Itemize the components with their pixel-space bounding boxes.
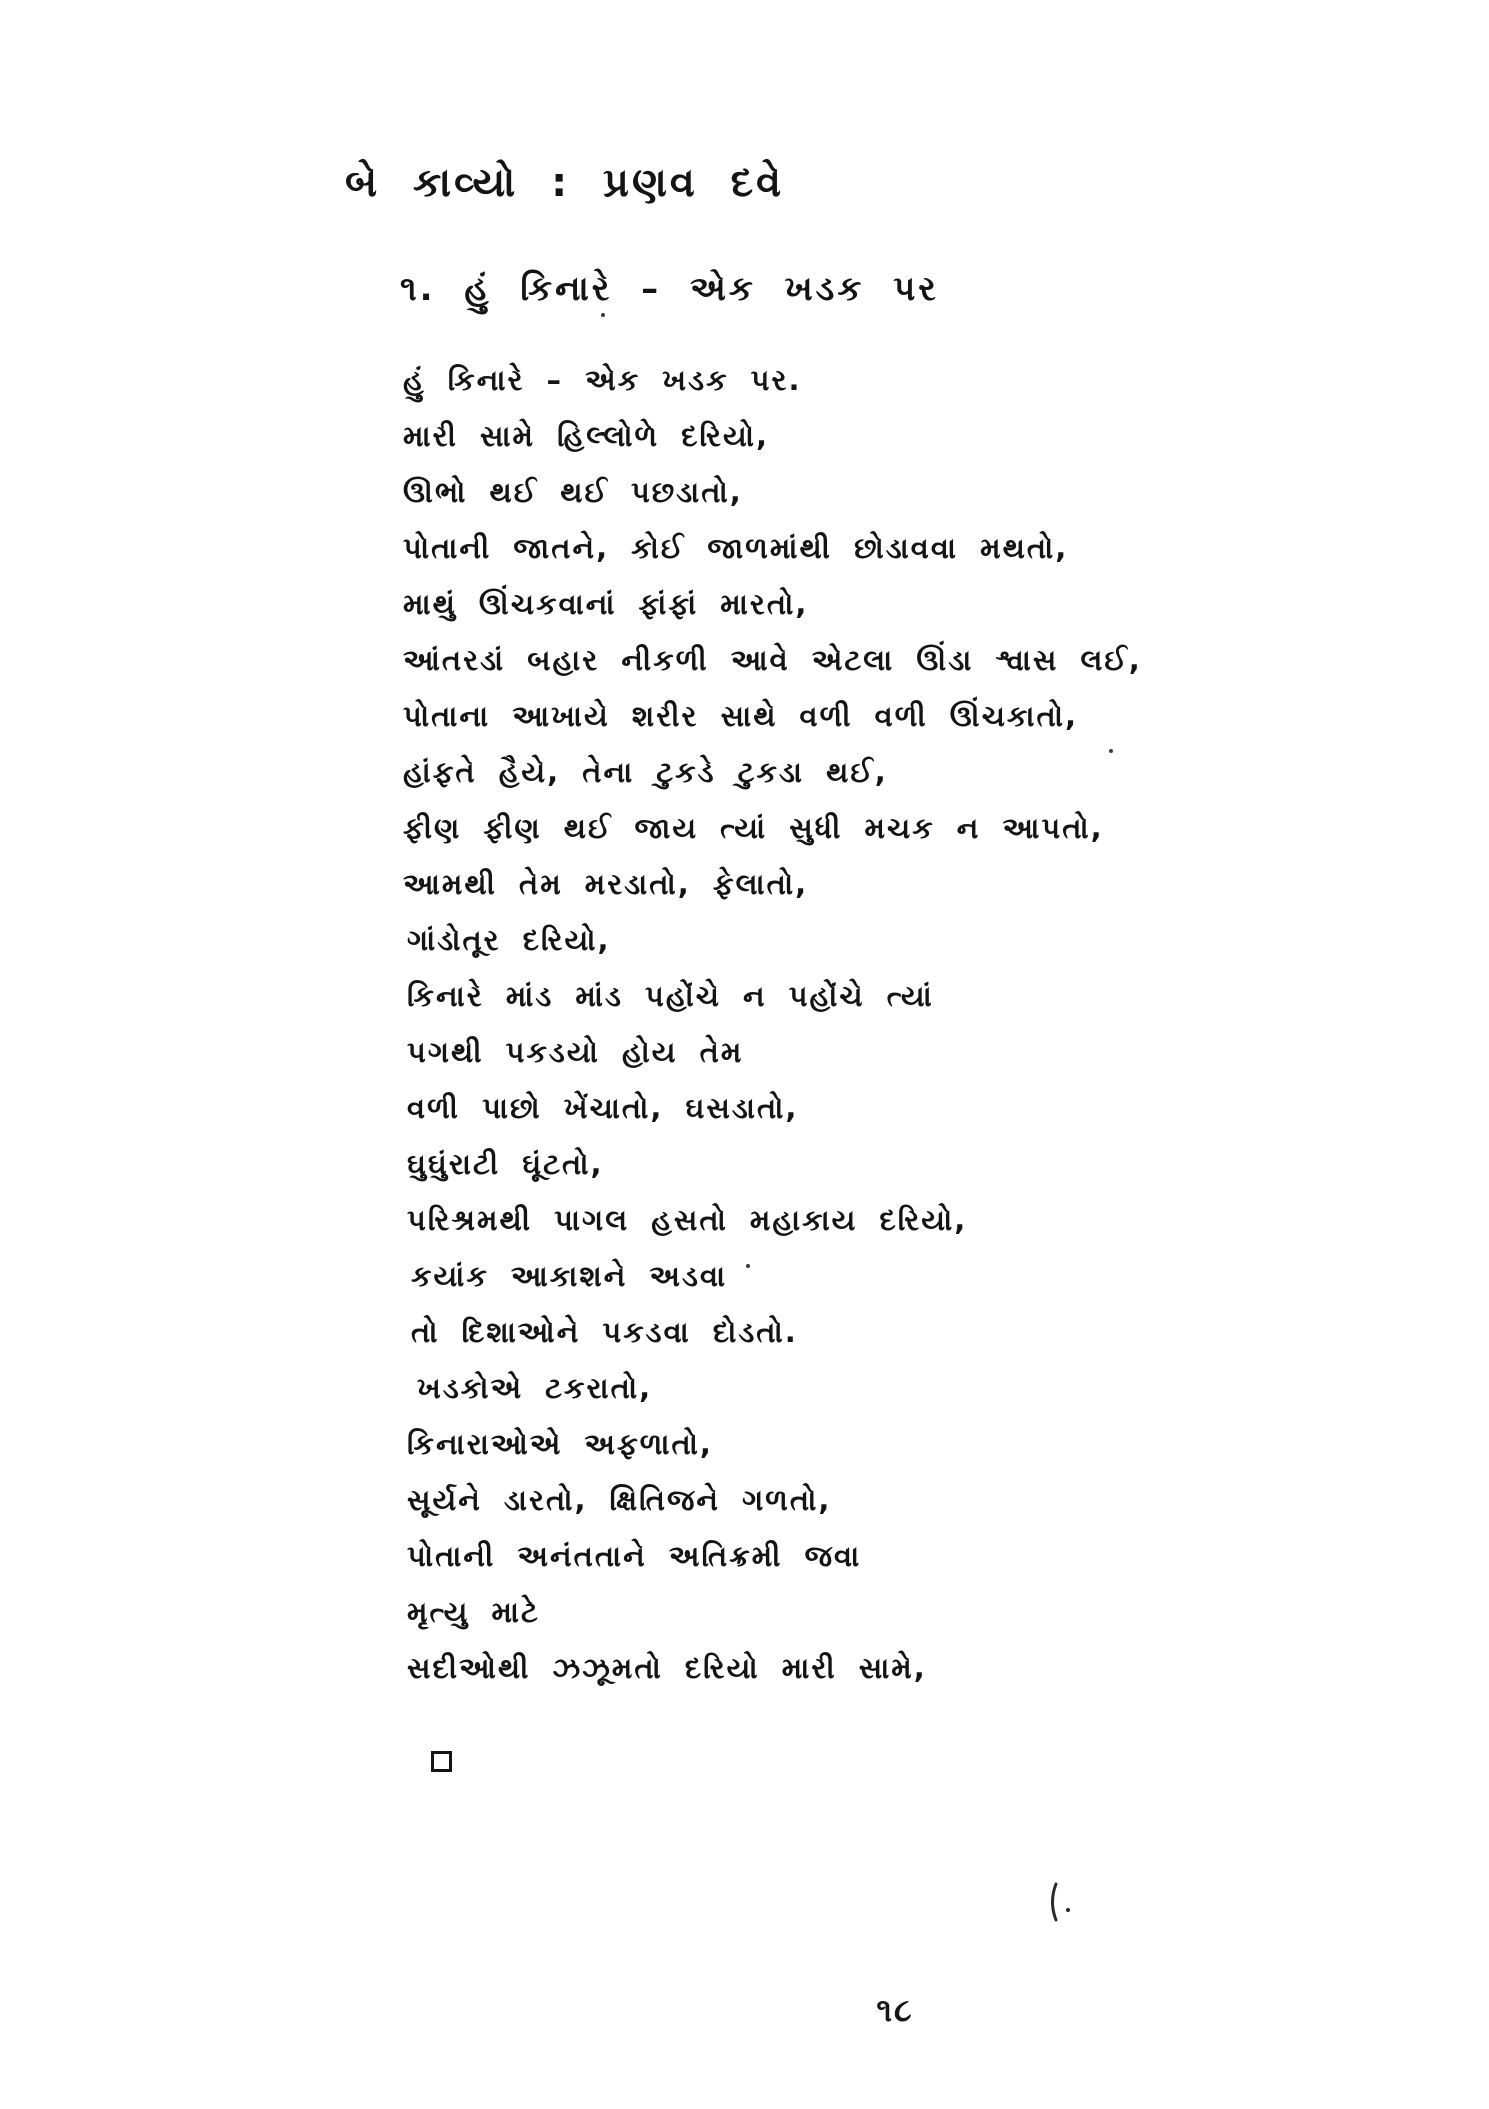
poem-line: ફીણ ફીણ થઈ જાય ત્યાં સુધી મચક ન આપતો, xyxy=(403,811,1104,845)
poem-heading: ૧. હું કિનારે – એક ખડક પર xyxy=(400,269,939,309)
poem-line: ઊભો થઈ થઈ પછડાતો, xyxy=(403,475,743,509)
poem-line: સદીઓથી ઝઝૂમતો દરિયો મારી સામે, xyxy=(407,1651,927,1685)
poem-line: હાંફતે હૈયે, તેના ટુકડે ટુકડા થઈ, xyxy=(403,755,888,789)
poem-line: માથું ઊંચકવાનાં ફાંફાં મારતો, xyxy=(403,587,809,621)
poem-line: મારી સામે હિલ્લોળે દરિયો, xyxy=(403,419,770,453)
page-title: બે કાવ્યો : પ્રણવ દવે xyxy=(345,160,785,206)
poem-line: પોતાની જાતને, કોઈ જાળમાંથી છોડાવવા મથતો, xyxy=(403,531,1069,565)
poem-line: પગથી પકડયો હોય તેમ xyxy=(407,1035,744,1069)
poem-body xyxy=(403,352,1403,1696)
scan-speck xyxy=(1109,749,1113,753)
poem-line: સૂર્યને ડારતો, ક્ષિતિજને ગળતો, xyxy=(407,1483,832,1517)
poem-line: ઘુઘુંરાટી ઘૂંટતો, xyxy=(407,1147,604,1181)
poem-line: આંતરડાં બહાર નીકળી આવે એટલા ઊંડા શ્વાસ લઈ, xyxy=(403,643,1142,677)
poem-line: કયાંક આકાશને અડવા xyxy=(411,1259,728,1293)
end-of-poem-square xyxy=(431,1751,452,1772)
poem-line: પોતાની અનંતતાને અતિક્રમી જવા xyxy=(407,1539,862,1573)
poem-line: પરિશ્રમથી પાગલ હસતો મહાકાય દરિયો, xyxy=(407,1203,968,1237)
poem-line: ખડકોએ ટકરાતો, xyxy=(417,1371,653,1405)
poem-line: મૃત્યુ માટે xyxy=(407,1595,540,1629)
poem-line: વળી પાછો ખેંચાતો, ઘસડાતો, xyxy=(407,1091,799,1125)
scan-speck xyxy=(746,1264,750,1268)
page-number: ૧૮ xyxy=(876,1991,914,2029)
scan-speck xyxy=(601,313,605,317)
poem-line: તો દિશાઓને પકડવા દોડતો. xyxy=(411,1315,798,1349)
poem-line: કિનારાઓએ અફળાતો, xyxy=(407,1427,713,1461)
poem-line: પોતાના આખાયે શરીર સાથે વળી વળી ઊંચકાતો, xyxy=(403,699,1078,733)
poem-line: કિનારે માંડ માંડ પહોંચે ન પહોંચે ત્યાં xyxy=(407,979,934,1013)
scan-ink-mark xyxy=(1046,1880,1076,1924)
poem-line: હું કિનારે – એક ખડક પર. xyxy=(403,363,802,397)
poem-line: ગાંડોતૂર દરિયો, xyxy=(407,923,611,957)
poem-line: આમથી તેમ મરડાતો, ફેલાતો, xyxy=(403,867,809,901)
